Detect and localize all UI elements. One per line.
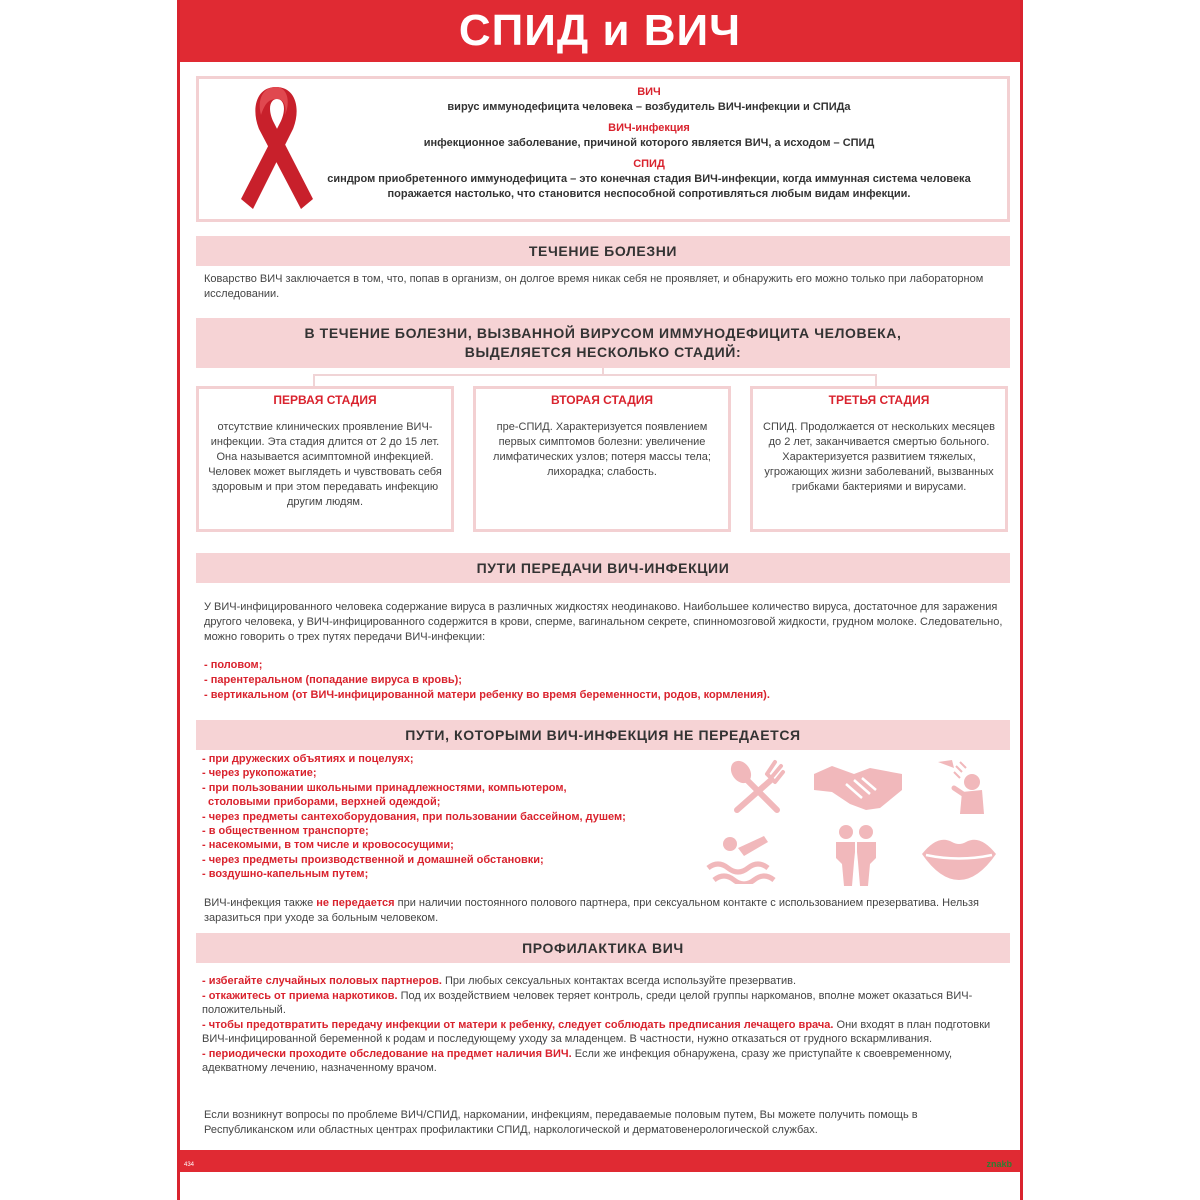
list-item: - при пользовании школьными принадлежностями, компьютером,	[202, 781, 567, 794]
stage-title: ВТОРАЯ СТАДИЯ	[551, 393, 653, 407]
list-item: - воздушно-капельным путем;	[202, 868, 369, 881]
item-emphasis: - откажитесь от приема наркотиков.	[202, 989, 398, 1002]
item-text: Если же инфекция обнаружена, сразу же приступайте к своевременному, адекватному лечению, назначенному врачом.	[202, 1047, 953, 1074]
item-text: Они входят в план подготовки ВИЧ-инфицированной беременной к родам и последующему уходу за младенцем. В частности, нужно отказаться от грудного вскармливания.	[202, 1018, 991, 1045]
stages-connector	[313, 374, 877, 386]
hug-icon	[828, 824, 884, 886]
list-item: - через рукопожатие;	[202, 767, 317, 780]
transmission-text: У ВИЧ-инфицированного человека содержание вируса в различных жидкостях неодинаково. Наибольшее количество вируса, достаточное для заражения другого человека, у ВИЧ-инфицированного содержится в крови, сперме, вагинальном секрете, спинномозговой жидкости, грудном молоке. Следовательно, можно говорить о трех путях передачи ВИЧ-инфекции:	[204, 601, 1003, 643]
item-text: При любых сексуальных контактах всегда используйте презерватив.	[441, 975, 797, 987]
definitions-box	[196, 76, 1010, 222]
course-text: Коварство ВИЧ заключается в том, что, попав в организм, он долгое время никак себя не проявляет, и обнаружить его можно только при лабораторном исследовании.	[204, 273, 984, 300]
transmission-list	[204, 658, 1004, 703]
page-title: СПИД и ВИЧ	[458, 6, 742, 55]
stage-title: ТРЕТЬЯ СТАДИЯ	[828, 393, 930, 407]
list-item: столовыми приборами, верхней одеждой;	[208, 796, 441, 809]
footer-number: 434	[184, 1162, 195, 1168]
item-emphasis: - чтобы предотвратить передачу инфекции от матери к ребенку, следует соблюдать предписания лечащего врача.	[202, 1018, 834, 1031]
stages-heading-line1: В ТЕЧЕНИЕ БОЛЕЗНИ, ВЫЗВАННОЙ ВИРУСОМ ИММУНОДЕФИЦИТА ЧЕЛОВЕКА,	[304, 325, 902, 341]
not-transmitted-list	[202, 752, 722, 882]
note-text: ВИЧ-инфекция также	[204, 897, 317, 909]
lips-icon	[920, 832, 998, 882]
list-item: - вертикальном (от ВИЧ-инфицированной матери ребенку во время беременности, родов, кормления).	[204, 689, 770, 701]
footer-brand: znakb	[986, 1159, 1012, 1169]
def-desc-hiv-infection: инфекционное заболевание, причиной которого является ВИЧ, а исходом – СПИД	[423, 137, 875, 149]
list-item: - в общественном транспорте;	[202, 825, 369, 838]
note-text: при наличии постоянного полового партнера, при сексуальном контакте с использованием презерватива. Нельзя заразиться при уходе за больным человеком.	[204, 897, 979, 924]
stages-heading	[196, 318, 1010, 368]
not-transmitted-heading: ПУТИ, КОТОРЫМИ ВИЧ-ИНФЕКЦИЯ НЕ ПЕРЕДАЕТСЯ	[196, 720, 1010, 750]
closing-text: Если возникнут вопросы по проблеме ВИЧ/СПИД, наркомании, инфекциям, передаваемые половым путем, Вы можете получить помощь в Республиканском или областных центрах профилактики СПИД, наркологической и дерматовенерологической службах.	[204, 1109, 918, 1136]
def-term-aids: СПИД	[633, 158, 665, 170]
def-desc-aids: синдром приобретенного иммунодефицита – это конечная стадия ВИЧ-инфекции, когда иммунная система человека поражается настолько, что становится неспособной сопротивляться любым видам инфекции.	[327, 173, 971, 200]
stage-card-2	[473, 386, 731, 532]
def-desc-hiv: вирус иммунодефицита человека – возбудитель ВИЧ-инфекции и СПИДа	[447, 101, 851, 113]
stage-text: пре-СПИД. Характеризуется появлением первых симптомов болезни: увеличение лимфатических узлов; потеря массы тела; лихорадка; слабость.	[493, 421, 711, 478]
list-item: - через предметы производственной и домашней обстановки;	[202, 853, 544, 866]
list-item	[202, 974, 1012, 989]
handshake-icon	[810, 760, 906, 814]
item-text: Под их воздействием человек теряет контроль, среди целой группы наркоманов, вполне может оказаться ВИЧ-положительный.	[202, 989, 973, 1016]
stage-card-1	[196, 386, 454, 532]
list-item: - через предметы сантехоборудования, при пользовании бассейном, душем;	[202, 810, 626, 823]
note-emphasis: не передается	[316, 897, 395, 909]
poster	[177, 0, 1023, 1200]
list-item	[202, 1047, 1012, 1076]
item-emphasis: - избегайте случайных половых партнеров.	[202, 975, 442, 987]
list-item: - насекомыми, в том числе и кровососущими;	[202, 839, 454, 852]
stage-title: ПЕРВАЯ СТАДИЯ	[273, 393, 377, 407]
stage-text: отсутствие клинических проявление ВИЧ-инфекции. Эта стадия длится от 2 до 15 лет. Она называется асимптомной инфекцией. Человек может выглядеть и чувствовать себя здоровым и при этом передавать инфекцию другим людям.	[208, 421, 442, 508]
list-item: - при дружеских объятиях и поцелуях;	[202, 753, 414, 765]
list-item: - половом;	[204, 659, 263, 671]
stages-heading-line2: ВЫДЕЛЯЕТСЯ НЕСКОЛЬКО СТАДИЙ:	[464, 344, 742, 360]
transmission-heading: ПУТИ ПЕРЕДАЧИ ВИЧ-ИНФЕКЦИИ	[196, 553, 1010, 583]
swimmer-icon	[704, 830, 780, 884]
def-term-hiv-infection: ВИЧ-инфекция	[608, 122, 690, 134]
list-item	[202, 1018, 1012, 1047]
list-item: - парентеральном (попадание вируса в кровь);	[204, 674, 462, 686]
prevention-heading: ПРОФИЛАКТИКА ВИЧ	[196, 933, 1010, 963]
footer-bar	[180, 1150, 1020, 1172]
list-item	[202, 989, 1012, 1018]
fork-spoon-icon	[725, 758, 789, 814]
course-heading: ТЕЧЕНИЕ БОЛЕЗНИ	[196, 236, 1010, 266]
stages-connector-mid	[602, 368, 604, 376]
stage-text: СПИД. Продолжается от нескольких месяцев до 2 лет, заканчивается смертью больного. Характеризуется развитием тяжелых, угрожающих жизни заболеваний, вызванных грибками бактериями и вирусами.	[763, 421, 995, 493]
prevention-list	[202, 974, 1012, 1076]
item-emphasis: - периодически проходите обследование на предмет наличия ВИЧ.	[202, 1047, 572, 1060]
not-transmitted-note	[204, 896, 1004, 926]
shower-icon	[932, 756, 992, 816]
definitions-text	[299, 85, 999, 202]
def-term-hiv: ВИЧ	[637, 86, 661, 98]
title-bar	[180, 0, 1020, 62]
stage-card-3	[750, 386, 1008, 532]
